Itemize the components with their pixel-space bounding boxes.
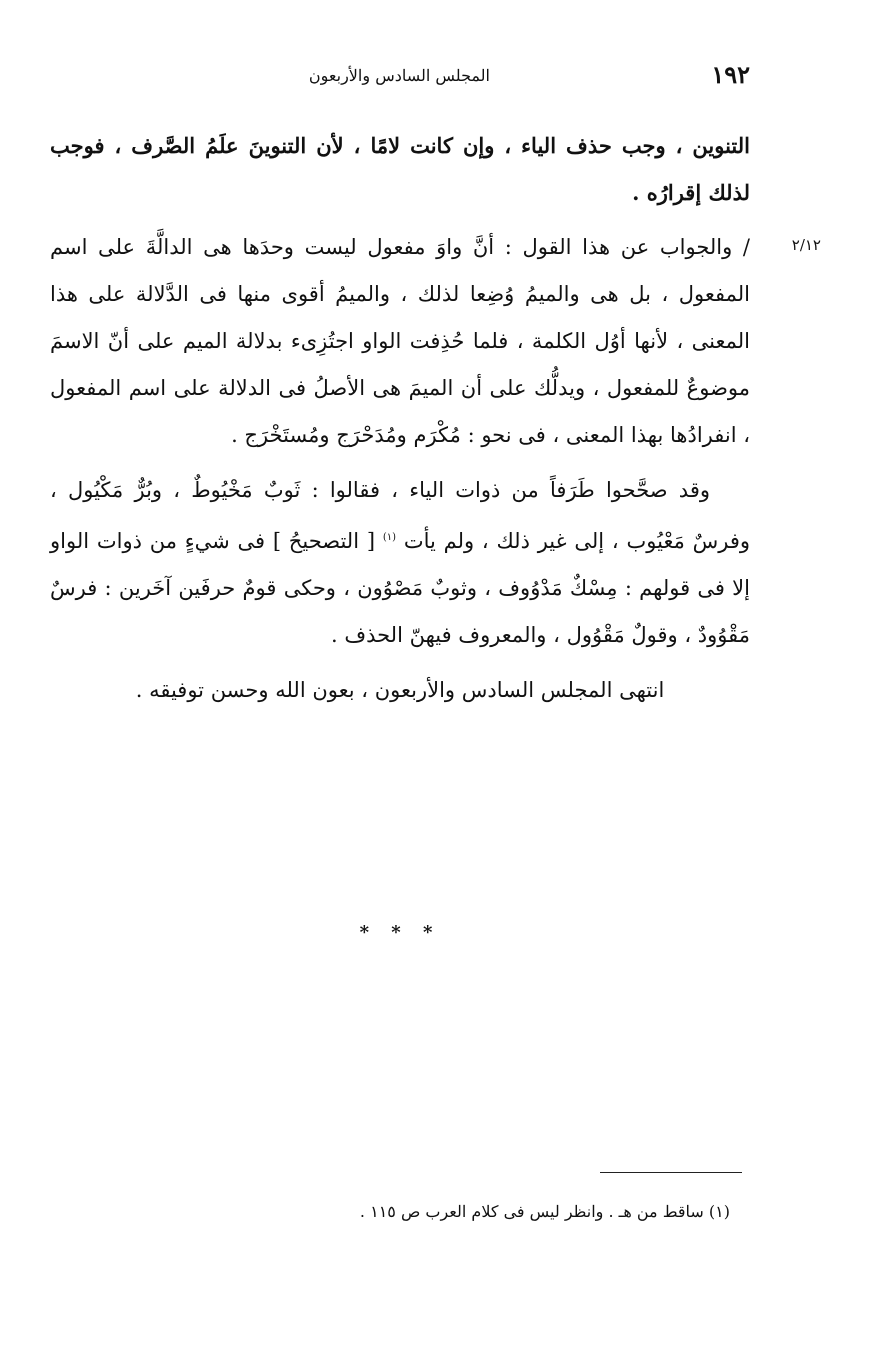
footnote-marker: (١) [382,532,397,543]
running-title: المجلس السادس والأربعون [308,66,490,85]
closing-line: انتهى المجلس السادس والأربعون ، بعون الله وحسن توفيقه . [135,678,665,702]
footnote-divider [600,1172,742,1173]
paragraph-3-start: وقد صحَّحوا طَرَفاً من ذوات الياء ، فقالوا : ثَوبٌ مَخْيُوطٌ ، وبُرٌّ مَكْيُول ، وفرسٌ مَعْيُوب ، إلى غير ذلك ، ولم يأت [50,478,751,553]
footnote: (١) ساقط من هـ . وانظر ليس فى كلام العرب ص ١١٥ . [359,1202,730,1221]
paragraph-1: التنوين ، وجب حذف الياء ، وإن كانت لامًا ، لأن التنوينَ علَمُ الصَّرف ، فوجب لذلك إقرارُه . [50,133,750,205]
paragraph-3-end: [ التصحيحُ ] فى شيءٍ من ذوات الواو إلا فى قولهم : مِسْكٌ مَدْوُوف ، وثوبٌ مَصْوُون ، وحكى قومٌ حرفَين آخَرين : فرسٌ مَقْوُودٌ ، وقولٌ مَقْوُول ، والمعروف فيهنّ الحذف . [50,529,750,647]
page-header [60,60,750,92]
paragraph-2: / والجواب عن هذا القول : أنَّ واوَ مفعول ليست وحدَها هى الدالَّةَ على اسم المفعول ، بل هى والميمُ وُضِعا لذلك ، والميمُ أقوى منها فى الدَّلالة على هذا المعنى ، لأنها أوُل الكلمة ، فلما حُذِفت الواو اجتُزِىء بدلالة الميم على أنّ الاسمَ موضوعٌ للمفعول ، ويدلُّك على أن الميمَ هى الأصلُ فى الدلالة على اسم المفعول ، انفرادُها بهذا المعنى ، فى نحو : مُكْرَم ومُدَحْرَج ومُستَخْرَج . [50,235,750,447]
paragraph-3 [50,467,750,659]
margin-reference: ٢/١٢ [791,236,821,254]
main-text [50,122,750,722]
section-separator: * * * [359,922,441,943]
page-number: ١٩٢ [711,60,750,89]
